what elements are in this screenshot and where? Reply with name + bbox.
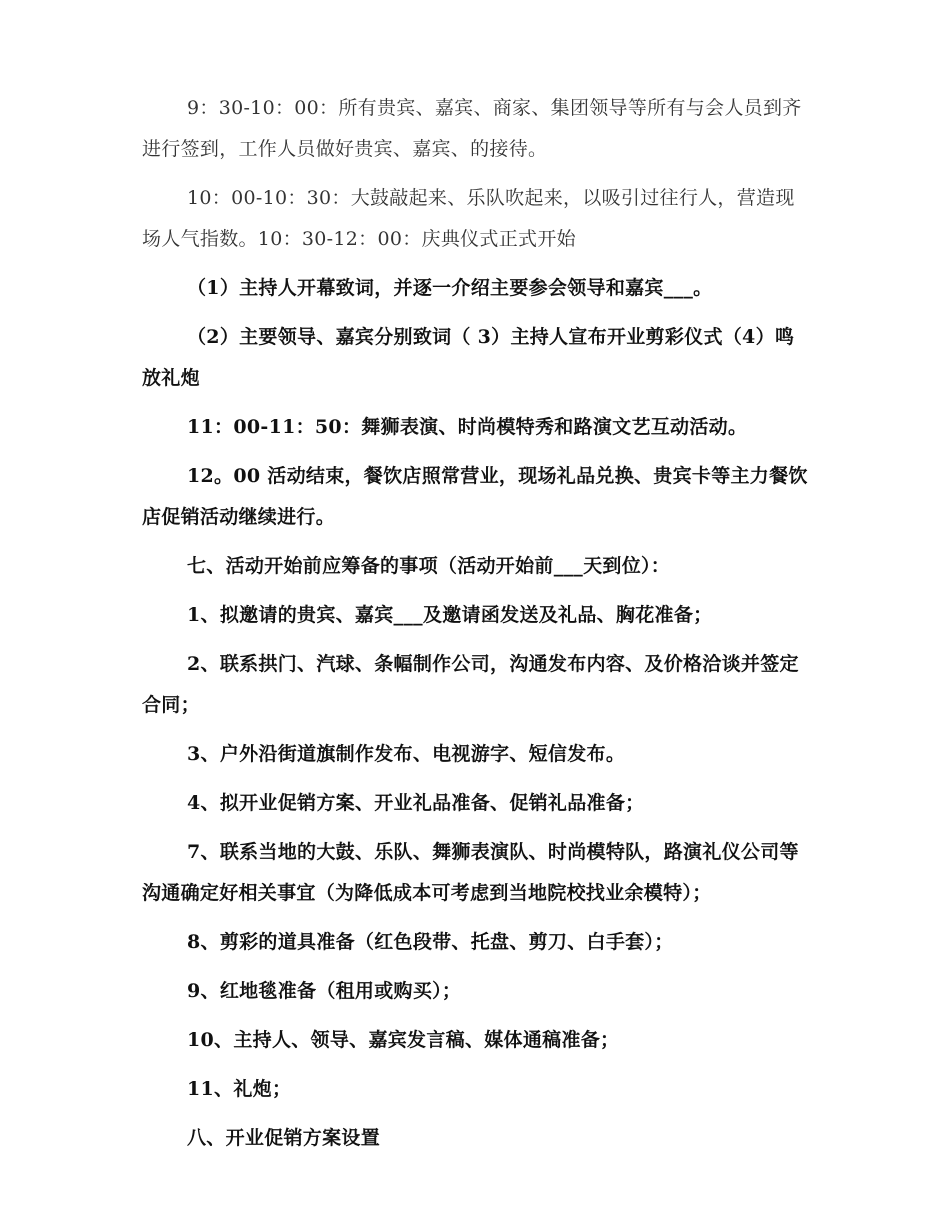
prep-item-3: 3、户外沿街道旗制作发布、电视游字、短信发布。 (187, 743, 626, 765)
prep-item-7: 7、联系当地的大鼓、乐队、舞狮表演队、时尚模特队，路演礼仪公司等沟通确定好相关事宜（为降低成本可考虑到当地院校找业余模特）； (142, 841, 799, 904)
ceremony-step-2-3-4: （2）主要领导、嘉宾分别致词（ 3）主持人宣布开业剪彩仪式（4）鸣放礼炮 (142, 326, 795, 389)
document-body (142, 88, 808, 1167)
prep-item-11: 11、礼炮； (187, 1078, 292, 1100)
prep-item-9: 9、红地毯准备（租用或购买）； (187, 980, 462, 1002)
prep-item-1: 1、拟邀请的贵宾、嘉宾___及邀请函发送及礼品、胸花准备； (187, 604, 713, 626)
section-8-heading: 八、开业促销方案设置 (187, 1127, 381, 1149)
prep-item-10: 10、主持人、领导、嘉宾发言稿、媒体通稿准备； (187, 1029, 620, 1051)
section-7-heading: 七、活动开始前应筹备的事项（活动开始前___天到位）： (187, 555, 671, 577)
ceremony-step-1: （1）主持人开幕致词，并逐一介绍主要参会领导和嘉宾___。 (187, 277, 713, 299)
schedule-warmup-paragraph: 10：00-10：30：大鼓敲起来、乐队吹起来，以吸引过往行人，营造现场人气指数。10：30-12：00：庆典仪式正式开始 (142, 187, 795, 250)
prep-item-2: 2、联系拱门、汽球、条幅制作公司，沟通发布内容、及价格洽谈并签定合同； (142, 653, 799, 716)
prep-item-4: 4、拟开业促销方案、开业礼品准备、促销礼品准备； (187, 792, 645, 814)
schedule-end-paragraph: 12。00 活动结束，餐饮店照常营业，现场礼品兑换、贵宾卡等主力餐饮店促销活动继续进行。 (142, 465, 808, 528)
prep-item-8: 8、剪彩的道具准备（红色段带、托盘、剪刀、白手套）； (187, 931, 674, 953)
schedule-checkin-paragraph: 9：30-10：00：所有贵宾、嘉宾、商家、集团领导等所有与会人员到齐进行签到，工作人员做好贵宾、嘉宾、的接待。 (142, 97, 802, 160)
schedule-performance-paragraph: 11：00-11：50：舞狮表演、时尚模特秀和路演文艺互动活动。 (187, 416, 748, 438)
